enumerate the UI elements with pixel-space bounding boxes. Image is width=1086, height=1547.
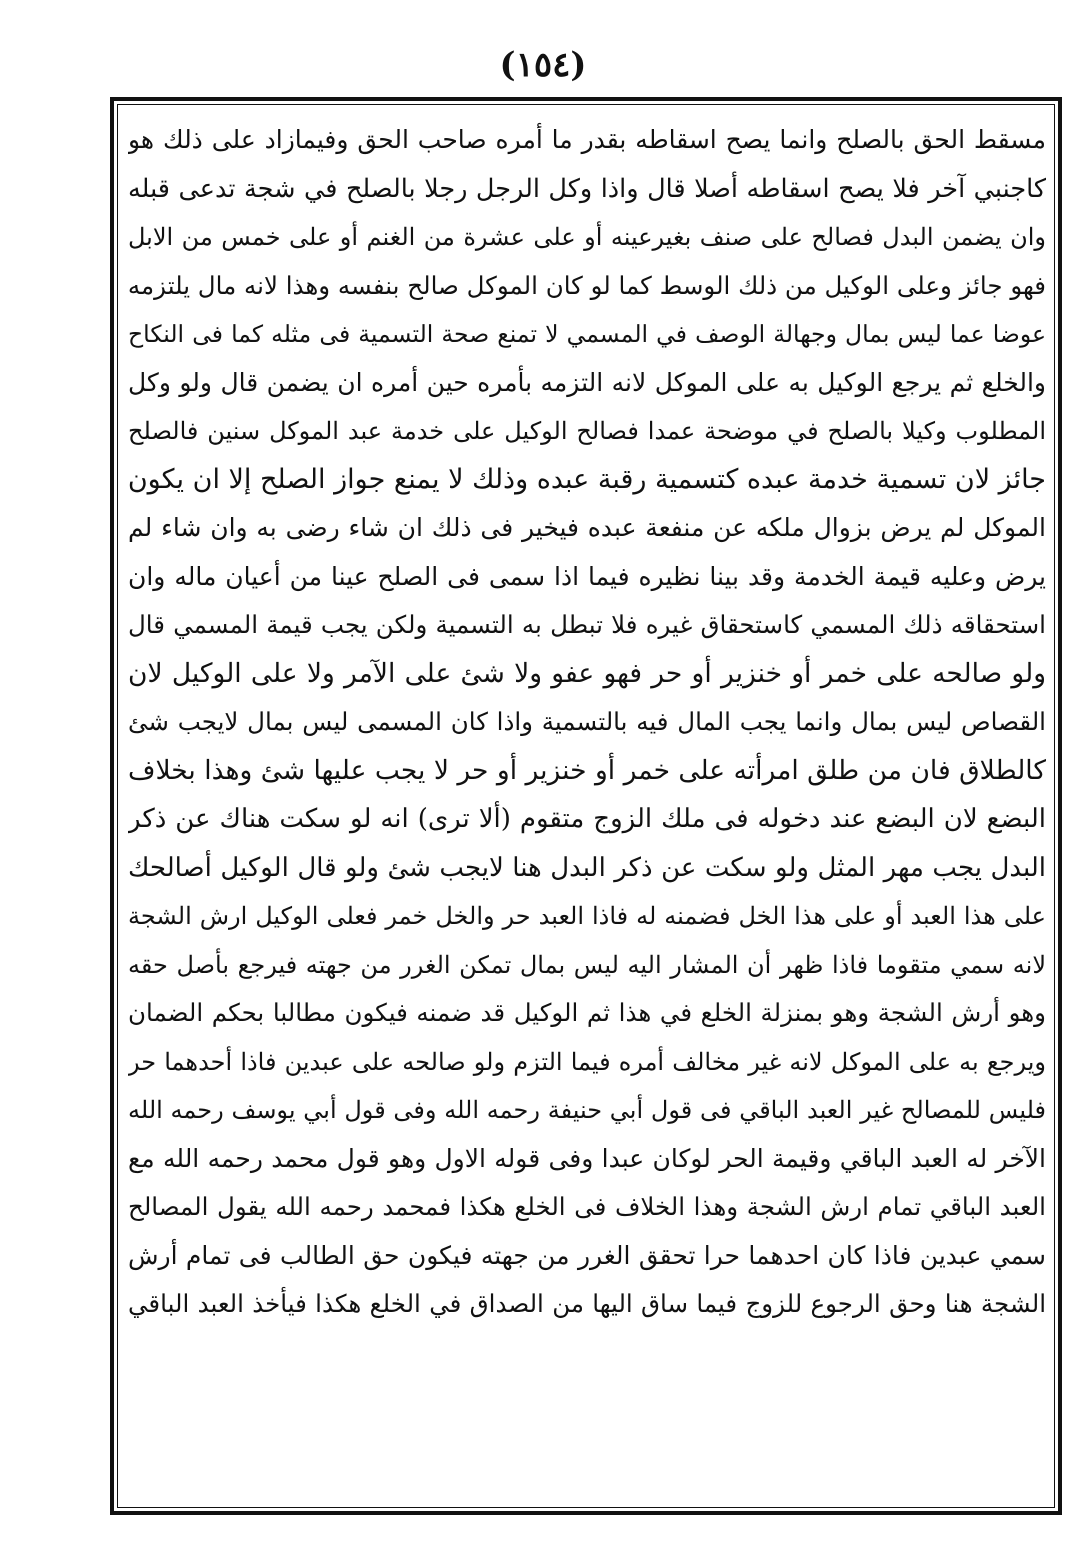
text-line: القصاص ليس بمال وانما يجب المال فيه بالتسمية واذا كان المسمى ليس بمال لايجب شئ <box>128 707 1046 736</box>
text-line: لانه سمي متقوما فاذا ظهر أن المشار اليه ليس بمال تمكن الغرر من جهته فيرجع بأصل حقه <box>128 950 1046 979</box>
text-line: كاجنبي آخر فلا يصح اسقاطه أصلا قال واذا وكل الرجل رجلا بالصلح في شجة تدعى قبله <box>128 173 1046 204</box>
text-line: مسقط الحق بالصلح وانما يصح اسقاطه بقدر ما أمره صاحب الحق وفيمازاد على ذلك هو <box>128 125 1046 154</box>
text-line: الشجة هنا وحق الرجوع للزوج فيما ساق اليها من الصداق في الخلع هكذا فيأخذ العبد الباقي <box>128 1289 1046 1318</box>
text-line: العبد الباقي تمام ارش الشجة وهذا الخلاف فى الخلع هكذا فمحمد رحمه الله يقول المصالح <box>128 1192 1046 1221</box>
text-line: يرض وعليه قيمة الخدمة وقد بينا نظيره فيما اذا سمى فى الصلح عينا من أعيان ماله وان <box>128 561 1046 591</box>
body-text <box>128 116 1046 1502</box>
text-line: البضع لان البضع عند دخوله فى ملك الزوج متقوم (ألا ترى) انه لو سكت هناك عن ذكر <box>128 804 1046 834</box>
text-line: فليس للمصالح غير العبد الباقي فى قول أبي حنيفة رحمه الله وفى قول أبي يوسف رحمه الله <box>128 1096 1046 1124</box>
text-line: فهو جائز وعلى الوكيل من ذلك الوسط كما لو كان الموكل صالح بنفسه وهذا لانه مال يلتزمه <box>128 270 1046 300</box>
text-line: المطلوب وكيلا بالصلح في موضحة عمدا فصالح الوكيل على خدمة عبد الموكل سنين فالصلح <box>128 417 1046 445</box>
text-line: ويرجع به على الموكل لانه غير مخالف أمره فيما التزم ولو صالحه على عبدين فاذا أحدهما حر <box>128 1047 1046 1076</box>
text-line: الموكل لم يرض بزوال ملكه عن منفعة عبده فيخير فى ذلك ان شاء رضى به وان شاء لم <box>128 513 1046 542</box>
text-line: استحقاقه ذلك المسمي كاستحقاق غيره فلا تبطل به التسمية ولكن يجب قيمة المسمي قال <box>128 610 1046 639</box>
text-line: والخلع ثم يرجع الوكيل به على الموكل لانه التزمه بأمره حين أمره ان يضمن قال ولو وكل <box>128 367 1046 397</box>
text-line: وان يضمن البدل فصالح على صنف بغيرعينه أو على عشرة من الغنم أو على خمس من الابل <box>128 223 1046 251</box>
text-line: على هذا العبد أو على هذا الخل فضمنه له فاذا العبد حر والخل خمر فعلى الوكيل ارش الشجة <box>128 902 1046 930</box>
text-line: الآخر له العبد الباقي وقيمة الحر لوكان عبدا وفى قوله الاول وهو قول محمد رحمه الله مع <box>128 1143 1046 1173</box>
text-line: البدل يجب مهر المثل ولو سكت عن ذكر البدل هنا لايجب شئ ولو قال الوكيل أصالحك <box>128 852 1046 883</box>
text-line: جائز لان تسمية خدمة عبده كتسمية رقبة عبده وذلك لا يمنع جواز الصلح إلا ان يكون <box>128 463 1046 495</box>
text-line: وهو أرش الشجة وهو بمنزلة الخلع في هذا ثم الوكيل قد ضمنه فيكون مطالبا بحكم الضمان <box>128 998 1046 1027</box>
text-line: ولو صالحه على خمر أو خنزير أو حر فهو عفو ولا شئ على الآمر ولا على الوكيل لان <box>128 657 1046 689</box>
text-line: كالطلاق فان من طلق امرأته على خمر أو خنزير أو حر لا يجب عليها شئ وهذا بخلاف <box>128 754 1046 786</box>
text-line: سمي عبدين فاذا كان احدهما حرا تحقق الغرر من جهته فيكون حق الطالب فى تمام أرش <box>128 1240 1046 1270</box>
text-line: عوضا عما ليس بمال وجهالة الوصف في المسمي لا تمنع صحة التسمية فى مثله كما فى النكاح <box>128 320 1046 348</box>
page-number: (١٥٤) <box>499 45 587 85</box>
